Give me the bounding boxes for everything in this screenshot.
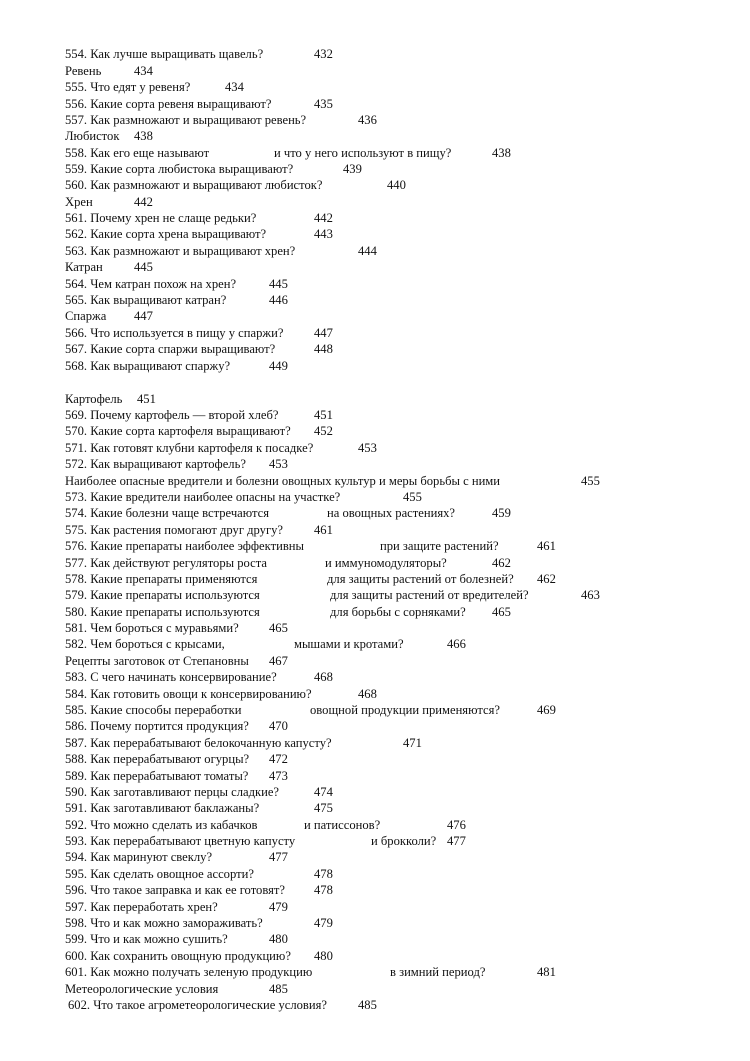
toc-page-number: 462	[537, 572, 556, 586]
toc-page-number: 434	[225, 80, 244, 94]
toc-entry-text: 555. Что едят у ревеня?	[65, 80, 191, 94]
toc-line	[0, 341, 750, 358]
toc-line	[0, 636, 750, 653]
toc-line	[0, 899, 750, 916]
toc-page-number: 442	[134, 195, 153, 209]
toc-entry-text: 564. Чем катран похож на хрен?	[65, 277, 237, 291]
toc-entry-continuation: для защиты растений от болезней?	[327, 572, 514, 586]
toc-page-number: 478	[314, 867, 333, 881]
toc-line	[0, 292, 750, 309]
toc-entry-text: Хрен	[65, 195, 93, 209]
toc-entry-text: 591. Как заготавливают баклажаны?	[65, 801, 260, 815]
toc-page-number: 438	[134, 129, 153, 143]
toc-entry-text: Любисток	[65, 129, 120, 143]
toc-page-number: 476	[447, 818, 466, 832]
toc-page-number: 448	[314, 342, 333, 356]
toc-line	[0, 194, 750, 211]
toc-line	[0, 522, 750, 539]
toc-entry-text: 562. Какие сорта хрена выращивают?	[65, 227, 267, 241]
toc-line	[0, 653, 750, 670]
toc-page-number: 439	[343, 162, 362, 176]
toc-entry-text: 598. Что и как можно замораживать?	[65, 916, 263, 930]
toc-entry-text: Наиболее опасные вредители и болезни овощных культур и меры борьбы с ними	[65, 474, 501, 488]
toc-entry-text: 575. Как растения помогают друг другу?	[65, 523, 284, 537]
toc-page-number: 455	[403, 490, 422, 504]
toc-line	[0, 440, 750, 457]
toc-entry-text: 573. Какие вредители наиболее опасны на участке?	[65, 490, 341, 504]
toc-page-number: 432	[314, 47, 333, 61]
toc-line	[0, 604, 750, 621]
toc-page-number: 455	[581, 474, 600, 488]
toc-page-number: 468	[314, 670, 333, 684]
toc-page-number: 473	[269, 769, 288, 783]
toc-line	[0, 964, 750, 981]
toc-line	[0, 866, 750, 883]
toc-entry-text: Метеорологические условия	[65, 982, 219, 996]
toc-page-number: 463	[581, 588, 600, 602]
toc-page-number: 453	[358, 441, 377, 455]
toc-entry-text: 576. Какие препараты наиболее эффективны	[65, 539, 304, 553]
toc-line	[0, 505, 750, 522]
toc-entry-text: 582. Чем бороться с крысами,	[65, 637, 225, 651]
toc-page-number: 443	[314, 227, 333, 241]
toc-line	[0, 882, 750, 899]
toc-page-number: 444	[358, 244, 377, 258]
toc-entry-text: 580. Какие препараты используются	[65, 605, 260, 619]
toc-page-number: 474	[314, 785, 333, 799]
toc-line	[0, 358, 750, 375]
toc-entry-text: 560. Как размножают и выращивают любисток?	[65, 178, 323, 192]
toc-line	[0, 981, 750, 998]
toc-entry-text: 563. Как размножают и выращивают хрен?	[65, 244, 296, 258]
toc-line	[0, 456, 750, 473]
toc-entry-text: 559. Какие сорта любистока выращивают?	[65, 162, 294, 176]
toc-page-number: 465	[492, 605, 511, 619]
toc-page-number: 477	[447, 834, 466, 848]
toc-line	[0, 702, 750, 719]
toc-entry-text: 590. Как заготавливают перцы сладкие?	[65, 785, 280, 799]
toc-entry-text: 574. Какие болезни чаще встречаются	[65, 506, 270, 520]
toc-line	[0, 112, 750, 129]
toc-entry-text: 581. Чем бороться с муравьями?	[65, 621, 239, 635]
toc-entry-text: 578. Какие препараты применяются	[65, 572, 258, 586]
toc-line	[0, 423, 750, 440]
toc-page-number: 461	[314, 523, 333, 537]
toc-page-number: 485	[358, 998, 377, 1012]
toc-line	[0, 751, 750, 768]
toc-entry-text: 595. Как сделать овощное ассорти?	[65, 867, 254, 881]
toc-line	[0, 915, 750, 932]
toc-entry-text: 587. Как перерабатывают белокочанную капусту?	[65, 736, 332, 750]
toc-line	[0, 226, 750, 243]
toc-line	[0, 669, 750, 686]
toc-entry-text: 585. Какие способы переработки	[65, 703, 242, 717]
toc-page-number: 481	[537, 965, 556, 979]
toc-entry-continuation: и иммуномодуляторы?	[325, 556, 447, 570]
toc-entry-text: 597. Как переработать хрен?	[65, 900, 218, 914]
toc-line	[0, 276, 750, 293]
toc-entry-text: 579. Какие препараты используются	[65, 588, 260, 602]
toc-page-number: 459	[492, 506, 511, 520]
toc-entry-text: 601. Как можно получать зеленую продукцию	[65, 965, 313, 979]
toc-page-number: 438	[492, 146, 511, 160]
toc-page-number: 479	[314, 916, 333, 930]
toc-entry-continuation: для защиты растений от вредителей?	[330, 588, 529, 602]
toc-entry-text: 593. Как перерабатывают цветную капусту	[65, 834, 296, 848]
toc-line	[0, 243, 750, 260]
toc-entry-text: 554. Как лучше выращивать щавель?	[65, 47, 264, 61]
toc-page-number: 462	[492, 556, 511, 570]
toc-entry-text: 602. Что такое агрометеорологические условия?	[68, 998, 328, 1012]
toc-entry-text: 571. Как готовят клубни картофеля к посадке?	[65, 441, 314, 455]
toc-entry-text: Спаржа	[65, 309, 107, 323]
toc-line	[0, 587, 750, 604]
toc-entry-text: 556. Какие сорта ревеня выращивают?	[65, 97, 272, 111]
toc-line	[0, 325, 750, 342]
toc-entry-continuation: и что у него используют в пищу?	[274, 146, 452, 160]
toc-entry-text: Картофель	[65, 392, 123, 406]
toc-page-number: 475	[314, 801, 333, 815]
toc-page-number: 466	[447, 637, 466, 651]
toc-page-number: 471	[403, 736, 422, 750]
toc-line	[0, 817, 750, 834]
toc-entry-text: 567. Какие сорта спаржи выращивают?	[65, 342, 276, 356]
toc-entry-text: 599. Что и как можно сушить?	[65, 932, 228, 946]
toc-entry-text: 566. Что используется в пищу у спаржи?	[65, 326, 284, 340]
toc-line	[0, 46, 750, 63]
toc-entry-continuation: и патиссонов?	[304, 818, 381, 832]
toc-page-number: 447	[314, 326, 333, 340]
toc-line	[0, 259, 750, 276]
toc-entry-text: Ревень	[65, 64, 102, 78]
toc-entry-text: 565. Как выращивают катран?	[65, 293, 227, 307]
toc-line	[0, 63, 750, 80]
toc-line	[0, 407, 750, 424]
toc-entry-text: 600. Как сохранить овощную продукцию?	[65, 949, 291, 963]
toc-page-number: 478	[314, 883, 333, 897]
toc-page-number: 446	[269, 293, 288, 307]
toc-entry-text: 588. Как перерабатывают огурцы?	[65, 752, 250, 766]
toc-line	[0, 489, 750, 506]
toc-line	[0, 800, 750, 817]
toc-line	[0, 849, 750, 866]
toc-entry-continuation: и брокколи?	[371, 834, 437, 848]
toc-line	[0, 210, 750, 227]
toc-line	[0, 96, 750, 113]
toc-page-number: 436	[358, 113, 377, 127]
toc-page-number: 445	[269, 277, 288, 291]
toc-line	[0, 833, 750, 850]
toc-entry-text: 568. Как выращивают спаржу?	[65, 359, 231, 373]
toc-page-number: 442	[314, 211, 333, 225]
toc-line	[0, 128, 750, 145]
toc-page-number: 477	[269, 850, 288, 864]
toc-line	[0, 473, 750, 490]
toc-line	[0, 177, 750, 194]
toc-line	[0, 931, 750, 948]
toc-entry-text: 557. Как размножают и выращивают ревень?	[65, 113, 307, 127]
toc-page-number: 467	[269, 654, 288, 668]
toc-line	[0, 997, 750, 1014]
toc-entry-continuation: для борьбы с сорняками?	[330, 605, 466, 619]
toc-line	[0, 308, 750, 325]
toc-page-number: 451	[137, 392, 156, 406]
toc-line	[0, 79, 750, 96]
toc-page-number: 480	[314, 949, 333, 963]
toc-page-number: 445	[134, 260, 153, 274]
toc-page-number: 447	[134, 309, 153, 323]
toc-entry-continuation: на овощных растениях?	[327, 506, 456, 520]
toc-line	[0, 571, 750, 588]
toc-page-number: 453	[269, 457, 288, 471]
toc-page-number: 485	[269, 982, 288, 996]
toc-entry-text: 594. Как маринуют свеклу?	[65, 850, 213, 864]
toc-line	[0, 735, 750, 752]
toc-entry-text: 589. Как перерабатывают томаты?	[65, 769, 249, 783]
toc-page-number: 461	[537, 539, 556, 553]
toc-line	[0, 686, 750, 703]
toc-entry-text: 586. Почему портится продукция?	[65, 719, 249, 733]
toc-entry-text: Рецепты заготовок от Степановны	[65, 654, 249, 668]
toc-page-number: 472	[269, 752, 288, 766]
toc-line	[0, 161, 750, 178]
toc-entry-text: 596. Что такое заправка и как ее готовят?	[65, 883, 285, 897]
toc-page-number: 470	[269, 719, 288, 733]
toc-entry-continuation: овощной продукции применяются?	[310, 703, 500, 717]
toc-line	[0, 145, 750, 162]
toc-page-number: 479	[269, 900, 288, 914]
toc-line	[0, 948, 750, 965]
toc-entry-text: 577. Как действуют регуляторы роста	[65, 556, 267, 570]
toc-line	[0, 555, 750, 572]
toc-line	[0, 718, 750, 735]
toc-entry-text: 558. Как его еще называют	[65, 146, 210, 160]
toc-entry-text: 570. Какие сорта картофеля выращивают?	[65, 424, 291, 438]
toc-page-number: 451	[314, 408, 333, 422]
toc-line	[0, 538, 750, 555]
toc-page-number: 434	[134, 64, 153, 78]
toc-entry-continuation: при защите растений?	[380, 539, 499, 553]
toc-entry-continuation: мышами и кротами?	[294, 637, 404, 651]
toc-entry-text: 584. Как готовить овощи к консервированию?	[65, 687, 312, 701]
toc-entry-text: 561. Почему хрен не слаще редьки?	[65, 211, 257, 225]
toc-entry-text: 583. С чего начинать консервирование?	[65, 670, 277, 684]
toc-entry-text: 592. Что можно сделать из кабачков	[65, 818, 258, 832]
toc-page-number: 480	[269, 932, 288, 946]
toc-page-number: 452	[314, 424, 333, 438]
toc-page-number: 468	[358, 687, 377, 701]
toc-line	[0, 620, 750, 637]
toc-page-number: 465	[269, 621, 288, 635]
toc-line	[0, 391, 750, 408]
toc-entry-text: 569. Почему картофель — второй хлеб?	[65, 408, 279, 422]
toc-page-number: 435	[314, 97, 333, 111]
toc-page-number: 469	[537, 703, 556, 717]
toc-page-number: 449	[269, 359, 288, 373]
toc-line	[0, 768, 750, 785]
toc-page-number: 440	[387, 178, 406, 192]
toc-entry-text: Катран	[65, 260, 103, 274]
toc-line	[0, 784, 750, 801]
toc-entry-continuation: в зимний период?	[390, 965, 486, 979]
toc-entry-text: 572. Как выращивают картофель?	[65, 457, 246, 471]
